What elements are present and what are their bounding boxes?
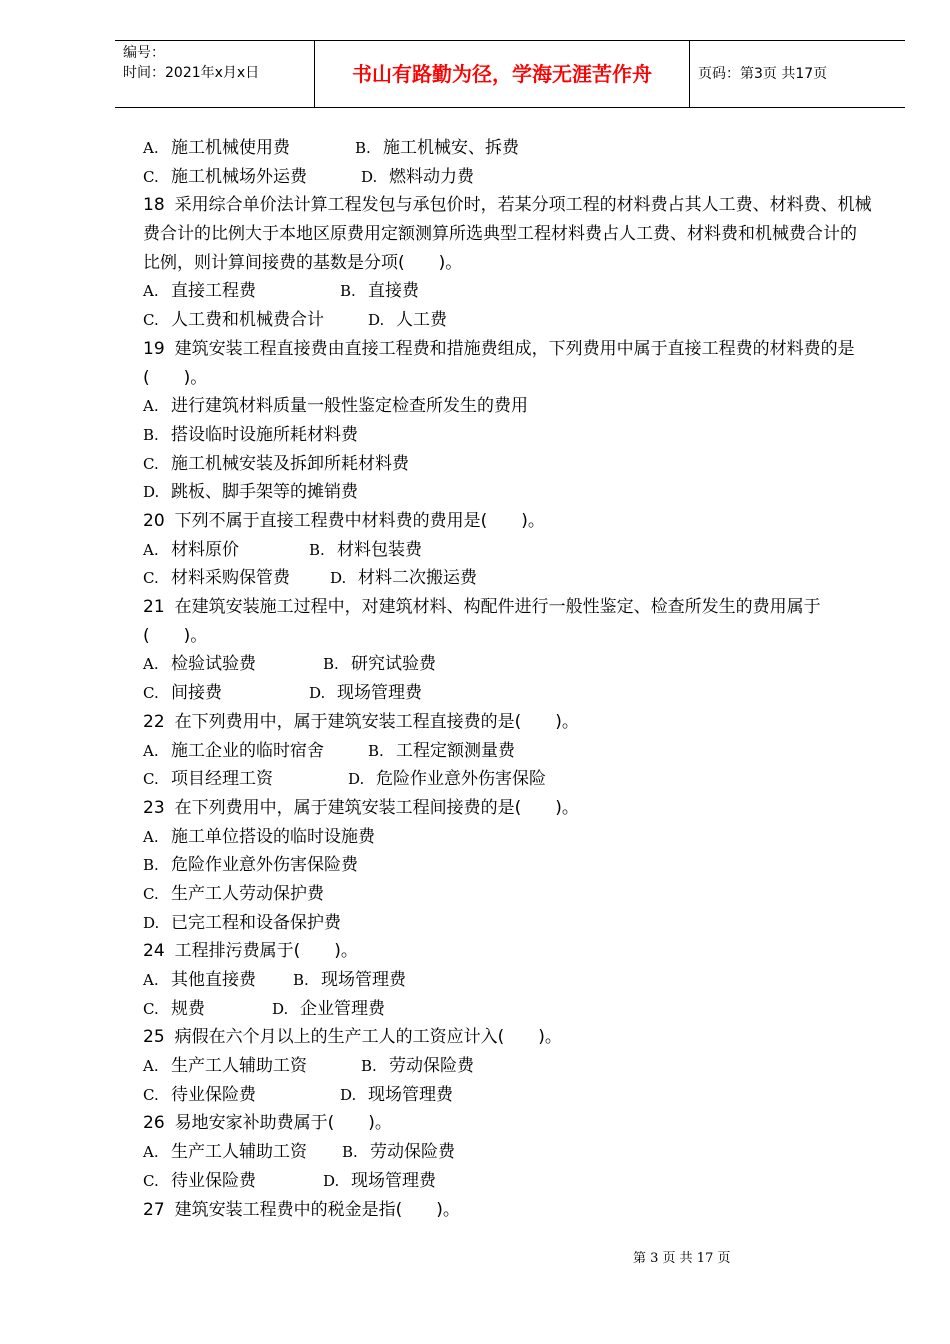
- option-text: 人工费和机械费合计: [171, 310, 324, 331]
- option-item: [143, 679, 309, 708]
- option-row: [143, 450, 873, 479]
- option-letter: B.: [355, 139, 371, 157]
- option-text: 搭设临时设施所耗材料费: [171, 424, 358, 445]
- option-letter: C.: [143, 770, 159, 789]
- option-row: [143, 421, 873, 450]
- question-number: 27: [143, 1199, 165, 1220]
- option-text: 现场管理费: [351, 1170, 436, 1191]
- option-item: [143, 1138, 342, 1167]
- option-row: [143, 478, 873, 507]
- question-text: 工程排污费属于( )。: [174, 941, 358, 962]
- option-text: 施工机械场外运费: [171, 166, 307, 187]
- option-item: [143, 163, 361, 192]
- option-letter: C.: [143, 454, 159, 473]
- option-row: [143, 163, 873, 192]
- option-item: [340, 1081, 453, 1110]
- option-item: [361, 163, 474, 192]
- option-text: 劳动保险费: [370, 1142, 455, 1163]
- option-item: [272, 995, 385, 1024]
- option-letter: D.: [330, 569, 347, 588]
- option-item: [143, 765, 348, 794]
- option-letter: A.: [143, 282, 159, 301]
- question-number: 23: [143, 797, 165, 818]
- question-number: 24: [143, 941, 165, 962]
- option-text: 跳板、脚手架等的摊销费: [171, 482, 358, 503]
- option-row: [143, 679, 873, 708]
- header-page-number: 页码：第3页 共17页: [698, 66, 828, 82]
- option-row: [143, 134, 873, 163]
- option-letter: B.: [361, 1057, 377, 1076]
- option-row: [143, 392, 873, 421]
- document-time-label: 时间：2021年x月x日: [123, 65, 260, 81]
- option-letter: D.: [143, 913, 160, 932]
- option-letter: D.: [348, 770, 365, 789]
- option-item: [143, 650, 323, 679]
- option-letter: C.: [143, 569, 159, 588]
- option-item: [143, 306, 368, 335]
- question-text: 易地安家补助费属于( )。: [174, 1113, 392, 1134]
- option-text: 材料二次搬运费: [358, 568, 477, 589]
- option-row: [143, 995, 873, 1024]
- option-text: 企业管理费: [300, 998, 385, 1019]
- option-letter: A.: [143, 971, 159, 990]
- option-text: 施工机械安装及拆卸所耗材料费: [171, 453, 409, 474]
- option-row: [143, 1167, 873, 1196]
- question-text: 病假在六个月以上的生产工人的工资应计入( )。: [174, 1027, 562, 1048]
- option-item: [323, 650, 436, 679]
- question-stem: [143, 937, 873, 966]
- question-number: 25: [143, 1027, 165, 1048]
- option-letter: B.: [293, 971, 309, 990]
- option-text: 间接费: [171, 683, 222, 704]
- option-item: [143, 995, 272, 1024]
- option-letter: A.: [143, 540, 159, 559]
- question-number: 21: [143, 597, 165, 618]
- option-item: [355, 134, 519, 163]
- option-letter: C.: [143, 1171, 159, 1190]
- option-letter: A.: [143, 1143, 159, 1162]
- option-row: [143, 909, 873, 938]
- question-number: 26: [143, 1113, 165, 1134]
- option-text: 现场管理费: [337, 683, 422, 704]
- option-text: 直接工程费: [171, 281, 256, 302]
- question-stem: [143, 708, 873, 737]
- option-text: 现场管理费: [368, 1084, 453, 1105]
- option-text: 材料原价: [171, 539, 239, 560]
- option-letter: B.: [309, 540, 325, 559]
- question-stem: [143, 1196, 873, 1225]
- question-stem: [143, 1109, 873, 1138]
- option-item: [143, 134, 355, 163]
- option-letter: C.: [143, 167, 159, 186]
- option-text: 研究试验费: [351, 654, 436, 675]
- option-row: [143, 737, 873, 766]
- option-item: [143, 277, 340, 306]
- option-text: 直接费: [368, 281, 419, 302]
- option-letter: A.: [143, 741, 159, 760]
- option-letter: C.: [143, 1085, 159, 1104]
- option-letter: D.: [143, 483, 160, 502]
- question-stem: [143, 794, 873, 823]
- option-item: [293, 966, 406, 995]
- option-item: [143, 737, 368, 766]
- option-item: [368, 737, 515, 766]
- option-row: [143, 851, 873, 880]
- option-text: 生产工人辅助工资: [171, 1056, 307, 1077]
- question-text: 在下列费用中，属于建筑安装工程直接费的是( )。: [174, 711, 579, 732]
- option-text: 项目经理工资: [171, 769, 273, 790]
- option-letter: D.: [368, 311, 385, 330]
- option-letter: A.: [143, 139, 159, 157]
- option-text: 已完工程和设备保护费: [171, 912, 341, 933]
- option-text: 人工费: [396, 310, 447, 331]
- option-text: 进行建筑材料质量一般性鉴定检查所发生的费用: [171, 396, 528, 417]
- option-text: 施工机械使用费: [171, 138, 290, 158]
- option-item: [309, 679, 422, 708]
- option-letter: C.: [143, 999, 159, 1018]
- option-item: [143, 536, 309, 565]
- option-letter: C.: [143, 684, 159, 703]
- option-item: [143, 1052, 361, 1081]
- question-stem: [143, 507, 873, 536]
- question-stem: [143, 335, 873, 392]
- question-text: 在建筑安装施工过程中，对建筑材料、构配件进行一般性鉴定、检查所发生的费用属于( )。: [143, 597, 821, 646]
- option-text: 现场管理费: [321, 970, 406, 991]
- option-letter: D.: [340, 1085, 357, 1104]
- option-item: [309, 536, 422, 565]
- option-text: 材料包装费: [337, 539, 422, 560]
- option-row: [143, 277, 873, 306]
- question-number: 20: [143, 511, 165, 532]
- option-row: [143, 1138, 873, 1167]
- option-row: [143, 536, 873, 565]
- option-text: 施工企业的临时宿舍: [171, 740, 324, 761]
- question-stem: [143, 1023, 873, 1052]
- option-text: 生产工人劳动保护费: [171, 883, 324, 904]
- question-text: 建筑安装工程直接费由直接工程费和措施费组成，下列费用中属于直接工程费的材料费的是( )。: [143, 338, 855, 388]
- option-text: 其他直接费: [171, 970, 256, 991]
- option-text: 危险作业意外伤害保险费: [171, 855, 358, 876]
- question-content: [143, 134, 873, 1224]
- option-letter: C.: [143, 311, 159, 330]
- option-row: [143, 880, 873, 909]
- option-row: [143, 650, 873, 679]
- option-row: [143, 564, 873, 593]
- question-number: 22: [143, 711, 165, 732]
- question-text: 建筑安装工程费中的税金是指( )。: [174, 1199, 460, 1220]
- page-header: [115, 40, 905, 108]
- option-item: [143, 564, 330, 593]
- option-letter: D.: [361, 167, 378, 186]
- option-letter: A.: [143, 655, 159, 674]
- option-row: [143, 306, 873, 335]
- option-letter: B.: [368, 741, 384, 760]
- option-item: [368, 306, 447, 335]
- option-letter: A.: [143, 827, 159, 846]
- option-text: 待业保险费: [171, 1084, 256, 1105]
- question-number: 19: [143, 338, 165, 359]
- option-item: [323, 1167, 436, 1196]
- option-letter: D.: [309, 684, 326, 703]
- question-text: 在下列费用中，属于建筑安装工程间接费的是( )。: [174, 797, 579, 818]
- option-text: 劳动保险费: [389, 1056, 474, 1077]
- option-item: [342, 1138, 455, 1167]
- question-stem: [143, 191, 873, 277]
- option-letter: D.: [272, 999, 289, 1018]
- option-text: 材料采购保管费: [171, 568, 290, 589]
- option-letter: D.: [323, 1171, 340, 1190]
- option-item: [143, 1167, 323, 1196]
- option-row: [143, 765, 873, 794]
- option-text: 施工机械安、拆费: [383, 138, 519, 158]
- option-row: [143, 1081, 873, 1110]
- option-letter: B.: [143, 856, 159, 875]
- header-meta: [115, 41, 315, 107]
- option-text: 待业保险费: [171, 1170, 256, 1191]
- question-stem: [143, 593, 873, 650]
- option-letter: B.: [143, 425, 159, 444]
- document-number-label: 编号：: [123, 45, 165, 61]
- page-footer: 第 3 页 共 17 页: [633, 1251, 731, 1266]
- question-text: 下列不属于直接工程费中材料费的费用是( )。: [174, 511, 545, 532]
- option-letter: C.: [143, 884, 159, 903]
- option-text: 危险作业意外伤害保险: [376, 769, 546, 790]
- option-row: [143, 823, 873, 852]
- question-number: 18: [143, 195, 165, 216]
- header-motto: 书山有路勤为径，学海无涯苦作舟: [315, 41, 690, 107]
- option-item: [143, 1081, 340, 1110]
- option-text: 检验试验费: [171, 654, 256, 675]
- option-text: 生产工人辅助工资: [171, 1142, 307, 1163]
- option-row: [143, 966, 873, 995]
- option-item: [361, 1052, 474, 1081]
- question-text: 采用综合单价法计算工程发包与承包价时，若某分项工程的材料费占其人工费、材料费、机械费合计的比例大于本地区原费用定额测算所选典型工程材料费占人工费、材料费和机械费合计的比例，则计算间接费的基数是分项( )。: [143, 195, 872, 273]
- option-item: [348, 765, 546, 794]
- option-item: [340, 277, 419, 306]
- option-item: [330, 564, 477, 593]
- option-letter: B.: [323, 655, 339, 674]
- option-letter: A.: [143, 397, 159, 416]
- option-row: [143, 1052, 873, 1081]
- option-letter: A.: [143, 1057, 159, 1076]
- option-text: 燃料动力费: [389, 166, 474, 187]
- option-text: 规费: [171, 998, 205, 1019]
- option-text: 工程定额测量费: [396, 740, 515, 761]
- option-item: [143, 966, 293, 995]
- option-letter: B.: [342, 1143, 358, 1162]
- option-letter: B.: [340, 282, 356, 301]
- option-text: 施工单位搭设的临时设施费: [171, 826, 375, 847]
